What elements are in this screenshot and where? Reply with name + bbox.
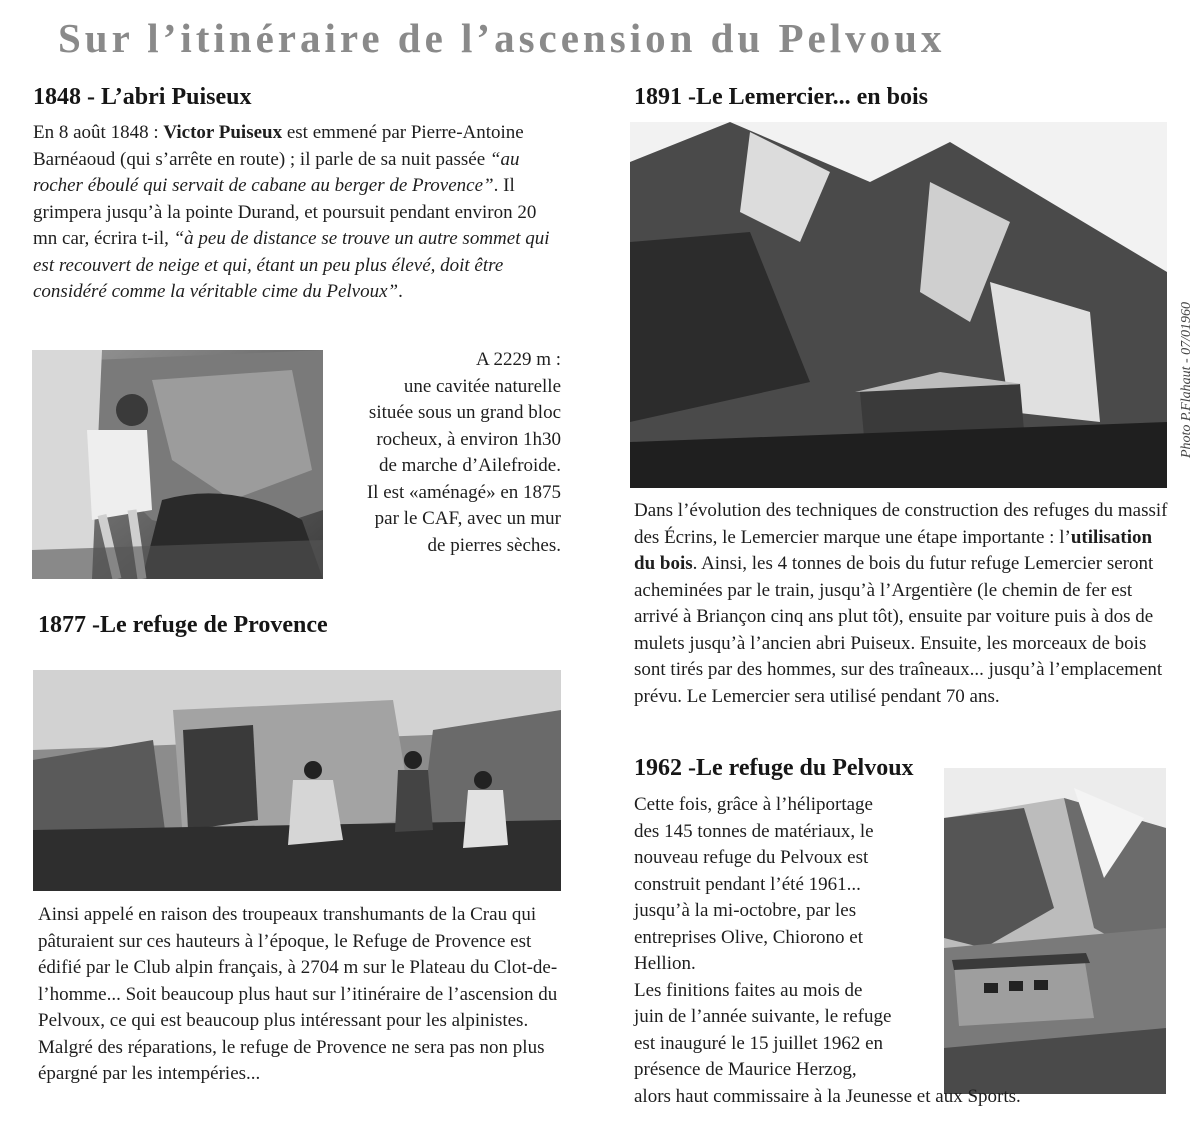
- photo-lemercier: [630, 122, 1167, 488]
- text-1848-part3: .: [398, 281, 403, 302]
- text-1962-line: jusqu’à la mi-octobre, par les: [634, 900, 857, 921]
- text-1891: [634, 498, 1174, 710]
- photo-refuge-provence: [33, 670, 561, 891]
- text-1962-line: alors haut commissaire à la Jeunesse et aux Sports.: [634, 1085, 1021, 1107]
- photo-credit: [1172, 255, 1200, 505]
- caption-line: de marche d’Ailefroide.: [379, 455, 561, 476]
- text-1877: Ainsi appelé en raison des troupeaux transhumants de la Crau qui pâturaient sur ces hauteurs à l’époque, le Refuge de Provence est édifié par le Club alpin français, à 2704 m sur le Plateau du Clot-de-l’homme... Soit beaucoup plus haut sur l’itinéraire de l’ascension du Pelvoux, ce qui est beaucoup plus intéressant pour les alpinistes. Malgré des réparations, le refuge de Provence ne sera pas non plus épargné par les intempéries...: [38, 904, 558, 1084]
- heading-1962: 1962 -Le refuge du Pelvoux: [634, 755, 914, 781]
- text-1848-part2: . Il grimpera jusqu’à la pointe Durand, et poursuit pendant environ 20 mn car, écrira t-il,: [33, 175, 537, 249]
- caption-1848: [323, 347, 561, 559]
- text-1962-line: des 145 tonnes de matériaux, le: [634, 820, 874, 842]
- text-1848-intro: En 8 août 1848 :: [33, 122, 164, 143]
- text-1962-line: construit pendant l’été 1961...: [634, 873, 861, 895]
- text-1848-part1: est emmené par Pierre-Antoine Barnéaoud (qui s’arrête en route) ; il parle de sa nuit passée: [33, 122, 524, 170]
- text-1891-part1: Dans l’évolution des techniques de construction des refuges du massif des Écrins, le Lemercier marque une étape importante : l’: [634, 500, 1168, 548]
- page-title: Sur l’itinéraire de l’ascension du Pelvoux: [58, 15, 946, 61]
- photo-credit-text: Photo P.Flahaut - 07/01960: [1179, 301, 1194, 459]
- caption-line: A 2229 m :: [476, 349, 561, 370]
- caption-line: Il est «aménagé» en 1875: [366, 481, 561, 503]
- heading-1877: 1877 -Le refuge de Provence: [38, 612, 328, 638]
- heading-1848: 1848 - L’abri Puiseux: [33, 84, 252, 110]
- text-1848: [33, 120, 561, 306]
- text-1848-quote1: “au rocher éboulé qui servait de cabane au berger de Provence”: [33, 148, 520, 196]
- text-1962-line: nouveau refuge du Pelvoux est: [634, 847, 869, 868]
- text-1962-line: Les finitions faites au mois de: [634, 979, 863, 1001]
- text-1848-quote2: “à peu de distance se trouve un autre sommet qui est recouvert de neige et qui, étant un peu plus élevé, doit être considéré comme la véritable cime du Pelvoux”: [33, 228, 550, 302]
- heading-1891: 1891 -Le Lemercier... en bois: [634, 84, 928, 110]
- text-1962-line: Hellion.: [634, 953, 696, 974]
- caption-line: une cavitée naturelle: [403, 375, 561, 397]
- caption-line: de pierres sèches.: [427, 534, 561, 556]
- text-1848-name: Victor Puiseux: [163, 122, 283, 143]
- text-1962-line: Cette fois, grâce à l’héliportage: [634, 794, 873, 815]
- caption-line: par le CAF, avec un mur: [374, 508, 561, 529]
- text-1962-line: juin de l’année suivante, le refuge: [634, 1006, 892, 1027]
- caption-line: rocheux, à environ 1h30: [376, 428, 561, 450]
- text-1891-bold: utilisation du bois: [634, 526, 1153, 574]
- text-1962-line: est inauguré le 15 juillet 1962 en: [634, 1032, 884, 1054]
- text-1962: [634, 792, 1134, 1110]
- text-1891-part2: . Ainsi, les 4 tonnes de bois du futur refuge Lemercier seront acheminées par le train, jusqu’à l’Argentière (le chemin de fer est arrivé à Briançon cinq ans plut tôt), ensuite par voiture puis à dos de mulets jusqu’à l’ancien abri Puiseux. Ensuite, les morceaux de bois sont tirés par des hommes, sur des traîneaux... jusqu’à l’emplacement prévu. Le Lemercier sera utilisé pendant 70 ans.: [634, 553, 1163, 707]
- text-1962-line: entreprises Olive, Chiorono et: [634, 926, 864, 948]
- caption-line: située sous un grand bloc: [368, 402, 561, 423]
- text-1962-line: présence de Maurice Herzog,: [634, 1059, 857, 1080]
- photo-abri-puiseux: [32, 350, 323, 579]
